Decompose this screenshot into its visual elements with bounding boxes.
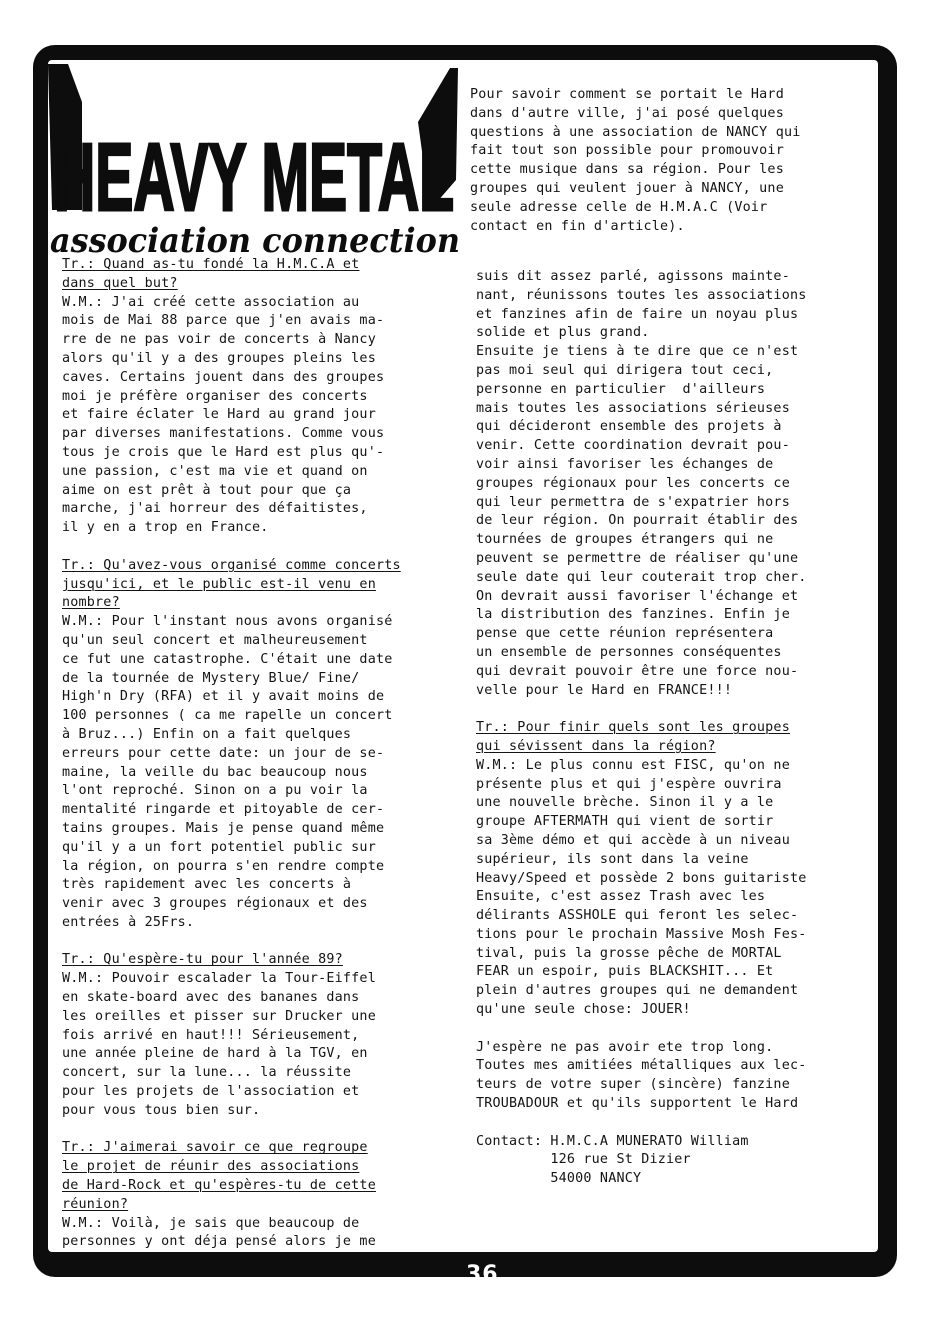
answer-line: suis dit assez parlé, agissons mainte- <box>476 269 790 284</box>
paragraph-gap <box>476 1114 806 1133</box>
intro-line: cette musique dans sa région. Pour les <box>470 162 784 178</box>
answer-line: W.M.: Pouvoir escalader la Tour-Eiffel <box>62 971 376 987</box>
answer-line: seule date qui leur couterait trop cher. <box>476 569 807 585</box>
answer-line: pense que cette réunion représentera <box>476 626 774 642</box>
answer-line: et fanzines afin de faire un noyau plus <box>476 306 799 322</box>
answer-line: High'n Dry (RFA) et il y avait moins de <box>62 689 385 705</box>
answer-line: qu'il y a un fort potentiel public sur <box>62 839 376 855</box>
answer-line: mois de Mai 88 parce que j'en avais ma- <box>62 313 385 329</box>
answer-line: une année pleine de hard à la TGV, en <box>62 1046 368 1062</box>
answer-line: qu'un seul concert et malheureusement <box>62 632 368 648</box>
intro-line: fait tout son possible pour promouvoir <box>470 143 784 159</box>
intro-line: contact en fin d'article). <box>470 218 685 234</box>
answer-line: ce fut une catastrophe. C'était une date <box>62 651 393 667</box>
answer-line: personnes y ont déja pensé alors je me <box>62 1234 376 1250</box>
closing-line: J'espère ne pas avoir ete trop long. <box>476 1039 774 1055</box>
answer-line: W.M.: Voilà, je sais que beaucoup de <box>62 1215 360 1231</box>
intro-line: Pour savoir comment se portait le Hard <box>470 87 784 102</box>
question-line: le projet de réunir des associations <box>62 1159 360 1175</box>
paragraph-gap <box>62 1121 401 1140</box>
heavy-metal-logo <box>46 60 464 260</box>
question-line: dans quel but? <box>62 275 178 291</box>
answer-line: de leur région. On pourrait établir des <box>476 513 799 529</box>
answer-line: rre de ne pas voir de concerts à Nancy <box>62 332 376 348</box>
answer-line: solide et plus grand. <box>476 325 650 341</box>
answer-line: W.M.: Pour l'instant nous avons organisé <box>62 614 393 630</box>
question-line: Tr.: Pour finir quels sont les groupes <box>476 720 790 736</box>
answer-line: groupes régionaux pour les concerts ce <box>476 475 790 491</box>
answer-line: voir ainsi favoriser les échanges de <box>476 456 774 472</box>
question-line: jusqu'ici, et le public est-il venu en <box>62 576 376 592</box>
logo-title: HEAVY METAL <box>54 124 455 231</box>
answer-line: à Bruz...) Enfin on a fait quelques <box>62 726 352 742</box>
paragraph-gap <box>62 933 401 952</box>
answer-line: peuvent se permettre de réaliser qu'une <box>476 550 799 566</box>
answer-line: nant, réunissons toutes les associations <box>476 287 807 303</box>
answer-line: pour les projets de l'association et <box>62 1084 360 1100</box>
answer-line: une passion, c'est ma vie et quand on <box>62 463 368 479</box>
answer-line: tains groupes. Mais je pense quand même <box>62 820 385 836</box>
page-number: 36 <box>466 1262 499 1287</box>
answer-line: qui décideront ensemble des projets à <box>476 419 782 435</box>
answer-line: groupe AFTERMATH qui vient de sortir <box>476 814 774 830</box>
answer-line: en skate-board avec des bananes dans <box>62 990 360 1006</box>
answer-line: 100 personnes ( ca me rapelle un concert <box>62 708 393 724</box>
intro-line: questions à une association de NANCY qui <box>470 124 801 140</box>
intro-line: seule adresse celle de H.M.A.C (Voir <box>470 199 768 215</box>
answer-line: une nouvelle brèche. Sinon il y a le <box>476 795 774 811</box>
answer-line: Heavy/Speed et possède 2 bons guitariste <box>476 870 807 886</box>
answer-line: présente plus et qui j'espère ouvrira <box>476 776 782 792</box>
answer-line: pour vous tous bien sur. <box>62 1102 261 1118</box>
question-line: Tr.: Quand as-tu fondé la H.M.C.A et <box>62 257 360 272</box>
answer-line: et faire éclater le Hard au grand jour <box>62 407 376 423</box>
answer-line: il y en a trop en France. <box>62 520 269 536</box>
answer-line: plein d'autres groupes qui ne demandent <box>476 983 799 999</box>
paragraph-gap <box>62 538 401 557</box>
question-line: Tr.: J'aimerai savoir ce que regroupe <box>62 1140 368 1156</box>
answer-line: venir. Cette coordination devrait pou- <box>476 438 790 454</box>
answer-line: mentalité ringarde et pitoyable de cer- <box>62 802 385 818</box>
question-line: de Hard-Rock et qu'espères-tu de cette <box>62 1178 376 1194</box>
answer-line: maine, la veille du bac beaucoup nous <box>62 764 368 780</box>
answer-line: velle pour le Hard en FRANCE!!! <box>476 682 733 698</box>
answer-line: l'ont reproché. Sinon on a pu voir la <box>62 783 368 799</box>
answer-line: FEAR un espoir, puis BLACKSHIT... Et <box>476 964 774 980</box>
answer-line: W.M.: Le plus connu est FISC, qu'on ne <box>476 757 790 773</box>
logo-subtitle: association connection <box>50 221 460 260</box>
answer-line: tions pour le prochain Massive Mosh Fes- <box>476 926 807 942</box>
answer-line: la région, on pourra s'en rendre compte <box>62 858 385 874</box>
answer-line: pas moi seul qui dirigera tout ceci, <box>476 362 774 378</box>
intro-line: groupes qui veulent jouer à NANCY, une <box>470 180 784 196</box>
closing-line: Toutes mes amitiées métalliques aux lec- <box>476 1058 807 1074</box>
paragraph-gap <box>476 1020 806 1039</box>
answer-line: les oreilles et pisser sur Drucker une <box>62 1008 376 1024</box>
answer-line: moi je préfère organiser des concerts <box>62 388 368 404</box>
answer-line: concert, sur la lune... la réussite <box>62 1065 352 1081</box>
contact-line: Contact: H.M.C.A MUNERATO William <box>476 1133 749 1149</box>
intro-line: dans d'autre ville, j'ai posé quelques <box>470 105 784 121</box>
answer-line: alors qu'il y a des groupes pleins les <box>62 350 376 366</box>
answer-line: très rapidement avec les concerts à <box>62 877 352 893</box>
answer-line: Ensuite je tiens à te dire que ce n'est <box>476 344 799 360</box>
answer-line: marche, j'ai horreur des défaitistes, <box>62 501 368 517</box>
answer-line: qui leur permettra de s'expatrier hors <box>476 494 790 510</box>
question-line: Tr.: Qu'avez-vous organisé comme concerts <box>62 557 401 573</box>
answer-line: venir avec 3 groupes régionaux et des <box>62 896 368 912</box>
answer-line: la distribution des fanzines. Enfin je <box>476 607 790 623</box>
answer-line: Ensuite, c'est assez Trash avec les <box>476 889 766 905</box>
answer-line: On devrait aussi favoriser l'échange et <box>476 588 799 604</box>
closing-line: TROUBADOUR et qu'ils supportent le Hard <box>476 1096 799 1112</box>
answer-line: qui devrait pouvoir être une force nou- <box>476 663 799 679</box>
answer-line: W.M.: J'ai créé cette association au <box>62 294 360 310</box>
answer-line: erreurs pour cette date: un jour de se- <box>62 745 385 761</box>
interview-left-column <box>62 256 401 1252</box>
contact-line: 54000 NANCY <box>476 1171 642 1187</box>
answer-line: mais toutes les associations sérieuses <box>476 400 790 416</box>
answer-line: un ensemble de personnes conséquentes <box>476 644 782 660</box>
answer-line: sa 3ème démo et qui accède à un niveau <box>476 832 790 848</box>
answer-line: par diverses manifestations. Comme vous <box>62 426 385 442</box>
answer-line: entrées à 25Frs. <box>62 914 195 930</box>
intro-text <box>470 86 800 236</box>
answer-line: qu'une seule chose: JOUER! <box>476 1002 691 1018</box>
answer-line: tournées de groupes étrangers qui ne <box>476 532 774 548</box>
question-line: Tr.: Qu'espère-tu pour l'année 89? <box>62 952 343 968</box>
paragraph-gap <box>476 700 806 719</box>
answer-line: fois arrivé en haut!!! Sérieusement, <box>62 1027 360 1043</box>
interview-right-column <box>476 268 806 1189</box>
answer-line: personne en particulier d'ailleurs <box>476 381 766 397</box>
answer-line: délirants ASSHOLE qui feront les selec- <box>476 908 799 924</box>
answer-line: tous je crois que le Hard est plus qu'- <box>62 444 385 460</box>
question-line: qui sévissent dans la région? <box>476 738 716 754</box>
contact-line: 126 rue St Dizier <box>476 1152 691 1168</box>
answer-line: tival, puis la grosse pêche de MORTAL <box>476 945 782 961</box>
answer-line: aime on est prêt à tout pour que ça <box>62 482 352 498</box>
closing-line: teurs de votre super (sincère) fanzine <box>476 1077 790 1093</box>
question-line: nombre? <box>62 595 120 611</box>
question-line: réunion? <box>62 1196 129 1212</box>
answer-line: caves. Certains jouent dans des groupes <box>62 369 385 385</box>
answer-line: supérieur, ils sont dans la veine <box>476 851 749 867</box>
answer-line: de la tournée de Mystery Blue/ Fine/ <box>62 670 360 686</box>
